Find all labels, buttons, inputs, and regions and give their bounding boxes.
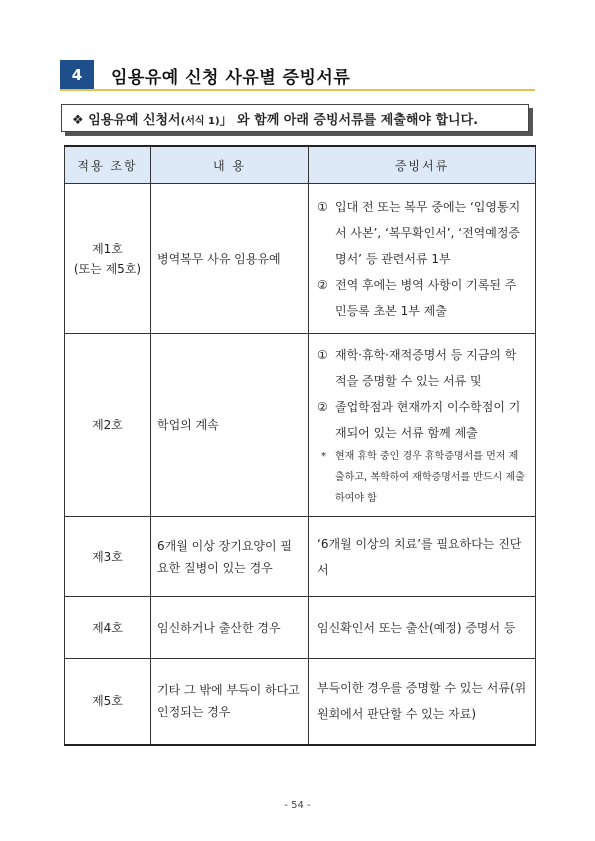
document-item <box>317 194 527 272</box>
notice-text <box>72 109 478 128</box>
documents-cell <box>309 334 536 517</box>
document-item <box>317 394 527 446</box>
clause-sublabel: (또는 제5호) <box>73 261 142 276</box>
document-item <box>317 342 527 394</box>
clause-cell: 제2호 <box>65 334 151 517</box>
clause-cell: 제5호 <box>65 659 151 745</box>
table-row <box>65 517 536 597</box>
notice-box <box>61 104 529 132</box>
footnote <box>317 446 527 509</box>
table-row <box>65 597 536 659</box>
footnote-text: 현재 휴학 중인 경우 휴학증명서를 먼저 제출하고, 복학하여 재학증명서를 반드시 제출하여야 함 <box>335 450 525 504</box>
section-title: 임용유예 신청 사유별 증빙서류 <box>111 68 351 88</box>
clause-cell <box>65 184 151 334</box>
section-underline <box>60 89 535 91</box>
notice-text-a: 임용유예 신청서 <box>88 113 181 128</box>
item-number: ① <box>317 347 328 362</box>
table-row <box>65 184 536 334</box>
item-text: 입대 전 또는 복무 중에는 ‘입영통지서 사본’, ‘복무확인서’, ‘전역예정증명서’ 등 관련서류 1부 <box>335 199 521 266</box>
section-header <box>60 60 535 90</box>
item-text: 졸업학점과 현재까지 이수학점이 기재되어 있는 서류 함께 제출 <box>335 399 521 440</box>
item-text: 재학·휴학·재적증명서 등 지금의 학적을 증명할 수 있는 서류 및 <box>335 347 517 388</box>
table-row <box>65 659 536 745</box>
content-cell: 기타 그 밖에 부득이 하다고 인정되는 경우 <box>151 659 309 745</box>
header-documents: 증빙서류 <box>309 146 536 184</box>
item-number: ② <box>317 399 328 414</box>
document-item <box>317 272 527 324</box>
content-cell: 6개월 이상 장기요양이 필요한 질병이 있는 경우 <box>151 517 309 597</box>
documents-cell <box>309 184 536 334</box>
documents-cell: 부득이한 경우를 증명할 수 있는 서류(위원회에서 판단할 수 있는 자료) <box>309 659 536 745</box>
documents-cell: 임신확인서 또는 출산(예정) 증명서 등 <box>309 597 536 659</box>
header-clause: 적용 조항 <box>65 146 151 184</box>
clause-label: 제1호 <box>92 241 123 256</box>
page-number: - 54 - <box>284 800 311 811</box>
asterisk-icon: * <box>321 450 326 462</box>
clause-cell: 제3호 <box>65 517 151 597</box>
item-text: 전역 후에는 병역 사항이 기록된 주민등록 초본 1부 제출 <box>335 277 517 318</box>
table-header-row <box>65 146 536 184</box>
item-number: ① <box>317 199 328 214</box>
header-content: 내 용 <box>151 146 309 184</box>
clause-cell: 제4호 <box>65 597 151 659</box>
notice-text-b: 」 와 함께 아래 증빙서류를 제출해야 합니다. <box>219 113 479 128</box>
notice-form-ref: (서식 1) <box>180 116 220 127</box>
evidence-table <box>64 145 536 746</box>
diamond-bullet-icon: ❖ <box>72 113 84 128</box>
content-cell: 학업의 계속 <box>151 334 309 517</box>
section-number-badge: 4 <box>60 60 94 90</box>
item-number: ② <box>317 277 328 292</box>
documents-cell: ‘6개월 이상의 치료’를 필요하다는 진단서 <box>309 517 536 597</box>
table-row <box>65 334 536 517</box>
content-cell: 병역복무 사유 임용유예 <box>151 184 309 334</box>
content-cell: 임신하거나 출산한 경우 <box>151 597 309 659</box>
